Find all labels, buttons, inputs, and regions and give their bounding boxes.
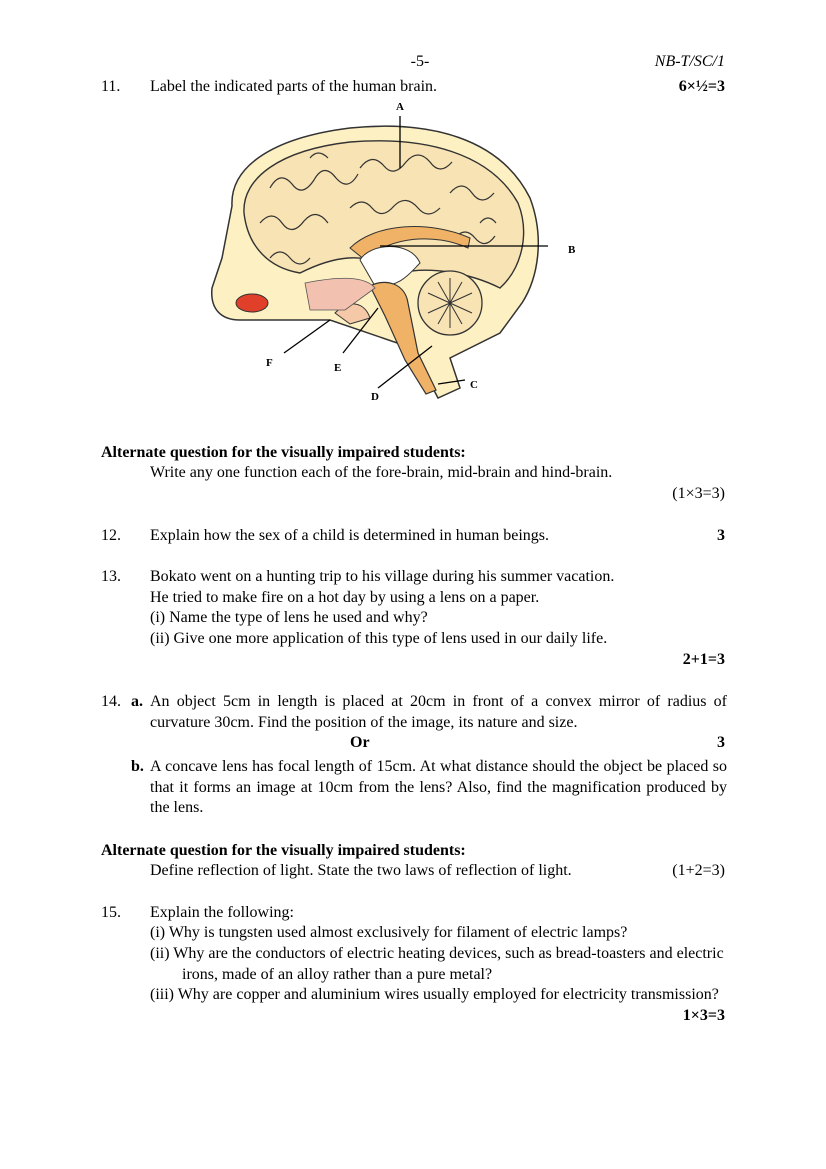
question-line: (i) Name the type of lens he used and why?: [150, 609, 428, 626]
marks: 6×½=3: [678, 78, 725, 95]
question-number: 14.: [101, 693, 121, 710]
label-d: D: [371, 391, 379, 403]
paper-code: NB-T/SC/1: [654, 53, 725, 70]
marks: 3: [717, 734, 725, 751]
label-f: F: [266, 357, 273, 369]
brain-diagram: [200, 98, 590, 410]
part-b-text: A concave lens has focal length of 15cm. At what distance should the object be placed so that it forms an image at 10cm from the lens? Also, find the magnification produced by the lens.: [150, 758, 727, 816]
question-intro: Explain the following:: [150, 904, 294, 921]
sub-question: (i) Why is tungsten used almost exclusively for filament of electric lamps?: [150, 924, 628, 941]
part-b-label: b.: [131, 758, 144, 775]
sub-question: (ii) Why are the conductors of electric heating devices, such as bread-toasters and electric irons, made of an alloy rather than a pure metal?: [150, 945, 724, 983]
question-number: 11.: [101, 78, 121, 95]
part-a-label: a.: [131, 693, 143, 710]
question-line: He tried to make fire on a hot day by using a lens on a paper.: [150, 589, 540, 606]
question-number: 12.: [101, 527, 121, 544]
marks: 3: [717, 527, 725, 544]
alternate-marks: (1+2=3): [672, 862, 725, 879]
alternate-marks: (1×3=3): [672, 485, 725, 502]
question-line: Bokato went on a hunting trip to his village during his summer vacation.: [150, 568, 615, 585]
question-text: Explain how the sex of a child is determined in human beings.: [150, 527, 550, 544]
alternate-heading: Alternate question for the visually impaired students:: [101, 444, 466, 461]
marks: 2+1=3: [682, 651, 725, 668]
alternate-text: Define reflection of light. State the two laws of reflection of light.: [150, 862, 572, 879]
question-number: 15.: [101, 904, 121, 921]
question-line: (ii) Give one more application of this type of lens used in our daily life.: [150, 630, 608, 647]
sub-question: (iii) Why are copper and aluminium wires usually employed for electricity transmission?: [150, 986, 719, 1003]
question-text: Label the indicated parts of the human brain.: [150, 78, 438, 95]
page-number: -5-: [410, 53, 430, 70]
marks: 1×3=3: [682, 1007, 725, 1024]
alternate-text: Write any one function each of the fore-brain, mid-brain and hind-brain.: [150, 464, 613, 481]
eye-socket: [236, 294, 268, 312]
label-e: E: [334, 362, 342, 374]
alternate-heading: Alternate question for the visually impaired students:: [101, 842, 466, 859]
question-number: 13.: [101, 568, 121, 585]
or-separator: Or: [350, 734, 370, 751]
label-b: B: [568, 244, 576, 256]
part-a-text: An object 5cm in length is placed at 20cm in front of a convex mirror of radius of curvature 30cm. Find the position of the image, its nature and size.: [150, 693, 727, 731]
label-a: A: [396, 101, 404, 113]
label-c: C: [470, 379, 478, 391]
